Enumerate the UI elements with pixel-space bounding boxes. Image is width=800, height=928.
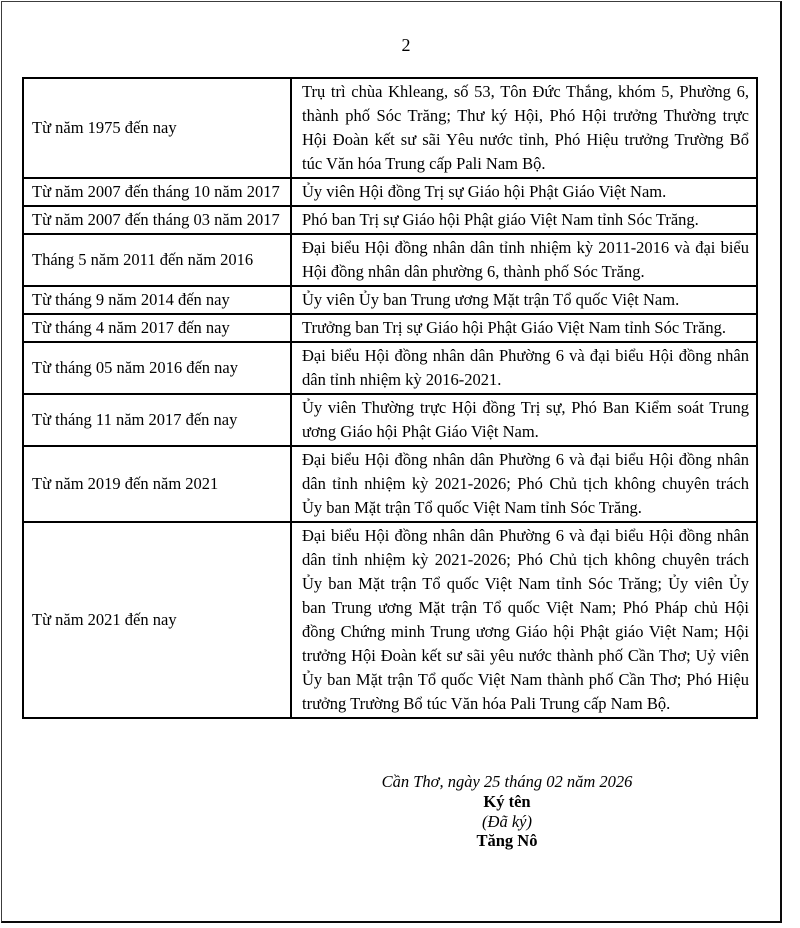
table-row xyxy=(23,314,757,342)
biography-table xyxy=(22,77,758,719)
table-row xyxy=(23,234,757,286)
signature-place-date: Cần Thơ, ngày 25 tháng 02 năm 2026 xyxy=(381,772,633,791)
period-cell: Từ tháng 05 năm 2016 đến nay xyxy=(23,342,291,394)
signature-name: Tăng Nô xyxy=(476,831,538,850)
table-row xyxy=(23,446,757,522)
description-cell: Ủy viên Ủy ban Trung ương Mặt trận Tổ quốc Việt Nam. xyxy=(291,286,757,314)
period-cell: Từ năm 2007 đến tháng 03 năm 2017 xyxy=(23,206,291,234)
table-row xyxy=(23,342,757,394)
period-cell: Từ năm 2021 đến nay xyxy=(23,522,291,718)
page-frame xyxy=(1,1,782,923)
period-cell: Từ năm 2019 đến năm 2021 xyxy=(23,446,291,522)
table-row xyxy=(23,522,757,718)
signature-block xyxy=(320,771,694,851)
period-cell: Từ năm 2007 đến tháng 10 năm 2017 xyxy=(23,178,291,206)
signature-signed-note: (Đã ký) xyxy=(482,812,532,831)
description-cell: Đại biểu Hội đồng nhân dân tỉnh nhiệm kỳ 2011-2016 và đại biểu Hội đồng nhân dân phường 6, thành phố Sóc Trăng. xyxy=(291,234,757,286)
description-cell: Đại biểu Hội đồng nhân dân Phường 6 và đại biểu Hội đồng nhân dân tỉnh nhiệm kỳ 2021-2026; Phó Chủ tịch không chuyên trách Ủy ban Mặt trận Tổ quốc Việt Nam tỉnh Sóc Trăng; Ủy viên Ủy ban Trung ương Mặt trận Tổ quốc Việt Nam; Phó Pháp chủ Hội đồng Chứng minh Trung ương Giáo hội Phật giáo Việt Nam; Hội trưởng Hội Đoàn kết sư sãi yêu nước thành phố Cần Thơ; Uỷ viên Ủy ban Mặt trận Tổ quốc Việt Nam thành phố Cần Thơ; Phó Hiệu trưởng Trường Bổ túc Văn hóa Pali Trung cấp Nam Bộ. xyxy=(291,522,757,718)
period-cell: Từ năm 1975 đến nay xyxy=(23,78,291,178)
description-cell: Đại biểu Hội đồng nhân dân Phường 6 và đại biểu Hội đồng nhân dân tỉnh nhiệm kỳ 2021-2026; Phó Chủ tịch không chuyên trách Ủy ban Mặt trận Tổ quốc Việt Nam tỉnh Sóc Trăng. xyxy=(291,446,757,522)
description-cell: Ủy viên Hội đồng Trị sự Giáo hội Phật Giáo Việt Nam. xyxy=(291,178,757,206)
period-cell: Từ tháng 4 năm 2017 đến nay xyxy=(23,314,291,342)
description-cell: Trưởng ban Trị sự Giáo hội Phật Giáo Việt Nam tỉnh Sóc Trăng. xyxy=(291,314,757,342)
biography-table-body xyxy=(23,78,757,718)
table-row xyxy=(23,78,757,178)
table-row xyxy=(23,178,757,206)
table-row xyxy=(23,286,757,314)
table-row xyxy=(23,206,757,234)
page-number: 2 xyxy=(401,35,411,55)
signature-sign-label: Ký tên xyxy=(483,792,531,811)
description-cell: Ủy viên Thường trực Hội đồng Trị sự, Phó Ban Kiểm soát Trung ương Giáo hội Phật Giáo Việt Nam. xyxy=(291,394,757,446)
description-cell: Trụ trì chùa Khleang, số 53, Tôn Đức Thắng, khóm 5, Phường 6, thành phố Sóc Trăng; Thư ký Hội, Phó Hội trưởng Thường trực Hội Đoàn kết sư sãi Yêu nước tỉnh, Phó Hiệu trưởng Trường Bổ túc Văn hóa Trung cấp Pali Nam Bộ. xyxy=(291,78,757,178)
period-cell: Từ tháng 11 năm 2017 đến nay xyxy=(23,394,291,446)
description-cell: Đại biểu Hội đồng nhân dân Phường 6 và đại biểu Hội đồng nhân dân tỉnh nhiệm kỳ 2016-2021. xyxy=(291,342,757,394)
description-cell: Phó ban Trị sự Giáo hội Phật giáo Việt Nam tỉnh Sóc Trăng. xyxy=(291,206,757,234)
table-row xyxy=(23,394,757,446)
period-cell: Tháng 5 năm 2011 đến năm 2016 xyxy=(23,234,291,286)
period-cell: Từ tháng 9 năm 2014 đến nay xyxy=(23,286,291,314)
